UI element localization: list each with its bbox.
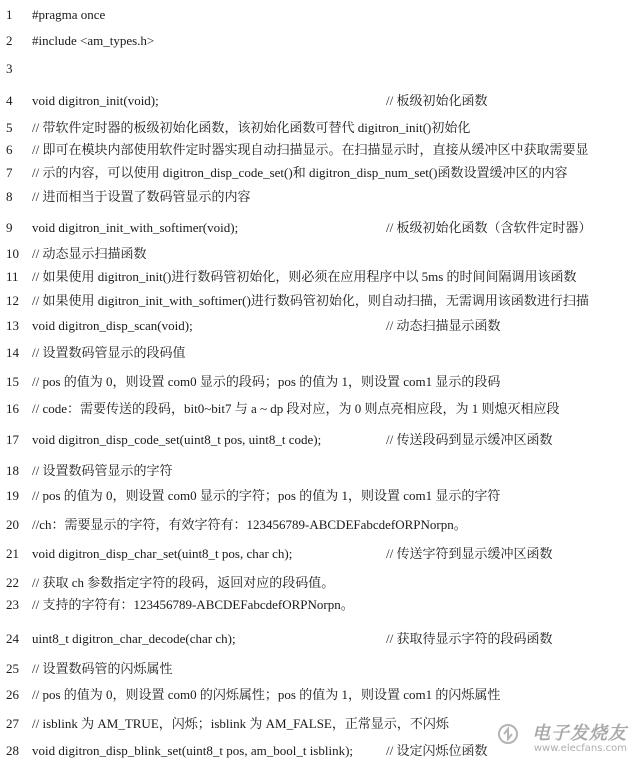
line-code: // 设置数码管显示的字符 bbox=[32, 463, 173, 478]
line-number: 11 bbox=[6, 269, 19, 284]
line-comment: // 传送段码到显示缓冲区函数 bbox=[386, 432, 553, 447]
line-code: // code：需要传送的段码，bit0~bit7 与 a ~ dp 段对应，为 0 则点亮相应段，为 1 则熄灭相应段 bbox=[32, 401, 560, 416]
code-line bbox=[0, 543, 633, 565]
line-code: // 支持的字符有：123456789-ABCDEFabcdefORPNorpn。 bbox=[32, 597, 354, 612]
line-code: // 示的内容，可以使用 digitron_disp_code_set()和 digitron_disp_num_set()函数设置缓冲区的内容 bbox=[32, 165, 568, 180]
line-comment: // 板级初始化函数 bbox=[386, 93, 488, 108]
code-line bbox=[0, 58, 633, 80]
code-line bbox=[0, 290, 633, 312]
code-line bbox=[0, 90, 633, 112]
line-code: // pos 的值为 0，则设置 com0 显示的段码；pos 的值为 1，则设置 com1 显示的段码 bbox=[32, 374, 501, 389]
code-line bbox=[0, 594, 633, 616]
line-comment: // 获取待显示字符的段码函数 bbox=[386, 631, 553, 646]
code-line bbox=[0, 398, 633, 420]
line-code: #pragma once bbox=[32, 7, 106, 22]
line-code: // 设置数码管的闪烁属性 bbox=[32, 661, 173, 676]
line-number: 19 bbox=[6, 488, 19, 503]
line-code: #include <am_types.h> bbox=[32, 33, 155, 48]
line-comment: // 传送字符到显示缓冲区函数 bbox=[386, 546, 553, 561]
line-number: 14 bbox=[6, 345, 19, 360]
line-code: void digitron_disp_code_set(uint8_t pos, uint8_t code); bbox=[32, 432, 322, 447]
line-number: 12 bbox=[6, 293, 19, 308]
line-number: 16 bbox=[6, 401, 19, 416]
watermark-url: www.elecfans.com bbox=[533, 743, 627, 754]
line-number: 4 bbox=[6, 93, 13, 108]
line-code: uint8_t digitron_char_decode(char ch); bbox=[32, 631, 236, 646]
line-code: // 如果使用 digitron_init()进行数码管初始化，则必须在应用程序中以 5ms 的时间间隔调用该函数 bbox=[32, 269, 577, 284]
line-number: 17 bbox=[6, 432, 19, 447]
line-number: 24 bbox=[6, 631, 19, 646]
line-number: 7 bbox=[6, 165, 13, 180]
code-line bbox=[0, 315, 633, 337]
line-number: 15 bbox=[6, 374, 19, 389]
line-number: 22 bbox=[6, 575, 19, 590]
code-line bbox=[0, 139, 633, 161]
line-number: 25 bbox=[6, 661, 19, 676]
line-number: 10 bbox=[6, 246, 19, 261]
code-line bbox=[0, 217, 633, 239]
line-code: // pos 的值为 0，则设置 com0 的闪烁属性；pos 的值为 1，则设置 com1 的闪烁属性 bbox=[32, 687, 501, 702]
code-line bbox=[0, 186, 633, 208]
code-line bbox=[0, 658, 633, 680]
line-number: 21 bbox=[6, 546, 19, 561]
line-code: // 设置数码管显示的段码值 bbox=[32, 345, 186, 360]
line-code: void digitron_disp_blink_set(uint8_t pos, am_bool_t isblink); bbox=[32, 743, 354, 758]
code-line bbox=[0, 485, 633, 507]
line-number: 18 bbox=[6, 463, 19, 478]
line-number: 5 bbox=[6, 120, 13, 135]
line-code: // pos 的值为 0，则设置 com0 显示的字符；pos 的值为 1，则设置 com1 显示的字符 bbox=[32, 488, 501, 503]
line-number: 28 bbox=[6, 743, 19, 758]
code-line bbox=[0, 429, 633, 451]
watermark bbox=[477, 719, 627, 759]
line-number: 23 bbox=[6, 597, 19, 612]
line-number: 6 bbox=[6, 142, 13, 157]
line-code: void digitron_disp_char_set(uint8_t pos, char ch); bbox=[32, 546, 293, 561]
code-line bbox=[0, 4, 633, 26]
watermark-brand: 电子发烧友 bbox=[532, 723, 627, 744]
line-code: // 进而相当于设置了数码管显示的内容 bbox=[32, 189, 251, 204]
line-code: // 即可在模块内部使用软件定时器实现自动扫描显示。在扫描显示时，直接从缓冲区中获取需要显 bbox=[32, 142, 589, 157]
line-code: // 动态显示扫描函数 bbox=[32, 246, 147, 261]
line-code: void digitron_init(void); bbox=[32, 93, 159, 108]
line-number: 13 bbox=[6, 318, 19, 333]
line-comment: // 设定闪烁位函数 bbox=[386, 743, 488, 758]
line-comment: // 板级初始化函数（含软件定时器） bbox=[386, 220, 592, 235]
line-number: 26 bbox=[6, 687, 19, 702]
line-code: // 如果使用 digitron_init_with_softimer()进行数码管初始化，则自动扫描，无需调用该函数进行扫描 bbox=[32, 293, 589, 308]
code-line bbox=[0, 117, 633, 139]
code-line bbox=[0, 684, 633, 706]
line-number: 3 bbox=[6, 61, 13, 76]
line-number: 9 bbox=[6, 220, 13, 235]
line-number: 27 bbox=[6, 716, 19, 731]
line-comment: // 动态扫描显示函数 bbox=[386, 318, 501, 333]
code-line bbox=[0, 266, 633, 288]
line-code: void digitron_disp_scan(void); bbox=[32, 318, 193, 333]
code-line bbox=[0, 572, 633, 594]
code-line bbox=[0, 342, 633, 364]
code-line bbox=[0, 371, 633, 393]
code-line bbox=[0, 628, 633, 650]
line-code: // 带软件定时器的板级初始化函数，该初始化函数可替代 digitron_init()初始化 bbox=[32, 120, 471, 135]
line-number: 20 bbox=[6, 517, 19, 532]
code-line bbox=[0, 162, 633, 184]
code-line bbox=[0, 514, 633, 536]
line-code: void digitron_init_with_softimer(void); bbox=[32, 220, 239, 235]
line-code: //ch：需要显示的字符，有效字符有：123456789-ABCDEFabcdefORPNorpn。 bbox=[32, 517, 467, 532]
line-number: 8 bbox=[6, 189, 13, 204]
line-code: // isblink 为 AM_TRUE，闪烁；isblink 为 AM_FALSE，正常显示，不闪烁 bbox=[32, 716, 449, 731]
code-line bbox=[0, 460, 633, 482]
code-line bbox=[0, 243, 633, 265]
line-number: 2 bbox=[6, 33, 13, 48]
code-line bbox=[0, 30, 633, 52]
line-code: // 获取 ch 参数指定字符的段码，返回对应的段码值。 bbox=[32, 575, 335, 590]
line-number: 1 bbox=[6, 7, 13, 22]
elecfans-logo-icon bbox=[497, 723, 519, 745]
